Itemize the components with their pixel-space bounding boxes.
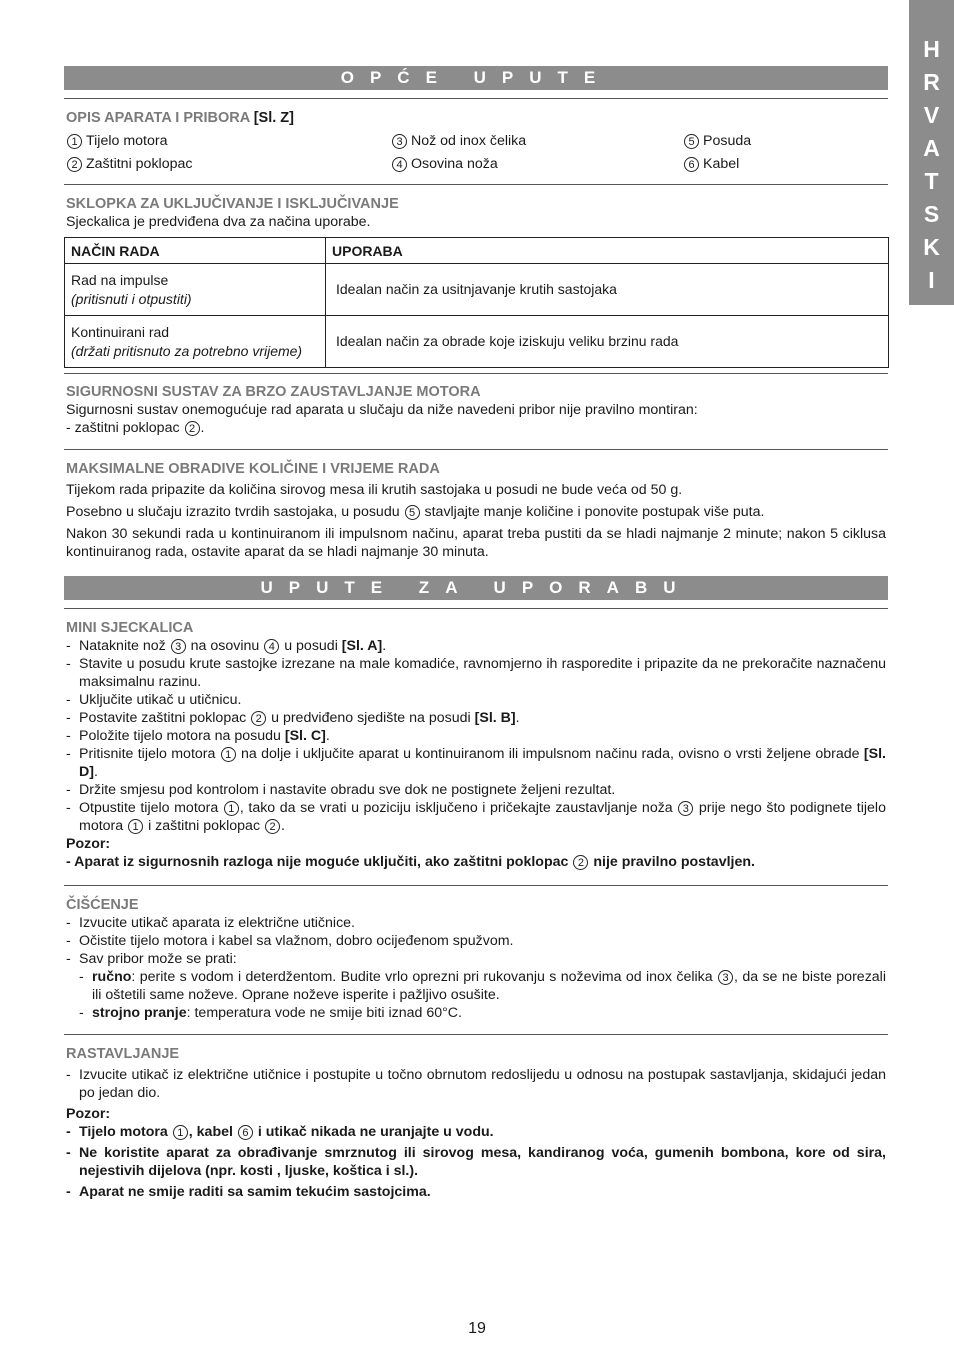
warning-label: Pozor: — [66, 836, 111, 852]
part-item: 4 Osovina noža — [391, 155, 683, 173]
table-cell: Rad na impulse (pritisnuti i otpustiti) — [65, 264, 326, 316]
section-text: Sigurnosni sustav onemogućuje rad aparata u slučaju da niže navedeni pribor nije pravilno montiran: — [66, 402, 698, 418]
figure-ref: [Sl. D] — [79, 746, 886, 780]
table-row — [65, 316, 889, 368]
list-item: - Izvucite utikač iz električne utičnice i postupite u točno obrnutom redoslijedu u odnosu na postupak sastavljanja, skidajući jedan po jedan dio. — [66, 1066, 886, 1102]
part-number: 1 — [173, 1125, 188, 1140]
section-cleaning — [64, 886, 888, 1034]
list-item: - Očistite tijelo motora i kabel sa vlažnom, dobro ocijeđenom spužvom. — [66, 932, 886, 950]
instruction-list — [66, 914, 886, 968]
section-text: Tijekom rada pripazite da količina sirovog mesa ili krutih sastojaka u posudi ne bude veća od 50 g. — [66, 482, 683, 498]
part-number: 2 — [251, 711, 266, 726]
list-item: - Sav pribor može se prati: — [66, 950, 886, 968]
part-number: 1 — [128, 819, 143, 834]
section-safety — [64, 374, 888, 449]
list-item: - Ne koristite aparat za obrađivanje smrznutog ili sirovog mesa, kandiranog voća, gumenih bombona, kore od sira, nejestivih dijelova (npr. kosti , ljuske, koštica i sl.). — [66, 1144, 886, 1180]
lang-letter: S — [923, 201, 940, 227]
section-title: MINI SJECKALICA — [66, 620, 194, 636]
list-item: - Otpustite tijelo motora 1 , tako da se vrati u poziciju isključeno i pričekajte zaustavljanje noža 3 prije nego što podignete tijelo motora 1 i zaštitni poklopac 2 . — [66, 799, 886, 835]
lang-letter: T — [924, 168, 939, 194]
list-item: - Držite smjesu pod kontrolom i nastavite obradu sve dok ne postignete željeni rezultat. — [66, 781, 886, 799]
lang-letter: I — [928, 267, 935, 293]
part-number: 2 — [185, 421, 200, 436]
section-text: Sjeckalica je predviđena dva za načina uporabe. — [66, 214, 371, 230]
section-mini-chopper — [64, 609, 888, 885]
list-item: - strojno pranje: temperatura vode ne smije biti iznad 60°C. — [79, 1004, 886, 1022]
part-number: 3 — [718, 970, 733, 985]
parts-list — [66, 132, 886, 173]
list-item: - Stavite u posudu krute sastojke izrezane na male komadiće, ravnomjerno ih rasporedite i pripazite da ne prekoračite naznačenu maksimalnu razinu. — [66, 655, 886, 691]
list-item: - ručno: perite s vodom i deterdžentom. Budite vrlo oprezni pri rukovanju s noževima od inox čelika 3 , da se ne biste porezali ili oštetili same noževe. Oprane noževe isperite i pažljivo osušite. — [79, 968, 886, 1004]
list-item: - Izvucite utikač aparata iz električne utičnice. — [66, 914, 886, 932]
section-switch — [64, 185, 888, 237]
section-max-quantities — [64, 450, 888, 576]
lang-letter: R — [923, 69, 940, 95]
section-description — [64, 99, 888, 184]
list-item: - Aparat ne smije raditi sa samim tekućim sastojcima. — [66, 1183, 886, 1201]
list-item: - Položite tijelo motora na posudu [Sl. C]. — [66, 727, 886, 745]
lang-letter: V — [923, 102, 940, 128]
table-header: UPORABA — [326, 238, 889, 264]
table-cell: Idealan način za usitnjavanje krutih sastojaka — [326, 264, 889, 316]
table-cell: Kontinuirani rad (držati pritisnuto za potrebno vrijeme) — [65, 316, 326, 368]
list-item: - Tijelo motora 1 , kabel 6 i utikač nikada ne uranjajte u vodu. — [66, 1123, 886, 1141]
section-title: RASTAVLJANJE — [66, 1046, 180, 1062]
warning-label: Pozor: — [66, 1106, 111, 1122]
part-number: 6 — [684, 157, 699, 172]
part-item: 2 Zaštitni poklopac — [66, 155, 391, 173]
part-number: 6 — [238, 1125, 253, 1140]
list-item: - Uključite utikač u utičnicu. — [66, 691, 886, 709]
list-item: - Postavite zaštitni poklopac 2 u predviđeno sjedište na posudi [Sl. B]. — [66, 709, 886, 727]
part-item: 3 Nož od inox čelika — [391, 132, 683, 150]
list-item: - Nataknite nož 3 na osovinu 4 u posudi [Sl. A]. — [66, 637, 886, 655]
general-banner: OPĆE UPUTE — [64, 66, 888, 90]
figure-ref: [Sl. B] — [474, 710, 516, 726]
page-number: 19 — [468, 1320, 486, 1337]
figure-ref: [Sl. A] — [341, 638, 383, 654]
section-title: MAKSIMALNE OBRADIVE KOLIČINE I VRIJEME RADA — [66, 461, 440, 477]
list-item: - Pritisnite tijelo motora 1 na dolje i uključite aparat u kontinuiranom ili impulsnom načinu rada, ovisno o vrsti željene obrade [Sl. D]. — [66, 745, 886, 781]
modes-table — [64, 237, 889, 368]
part-number: 1 — [67, 134, 82, 149]
part-number: 2 — [265, 819, 280, 834]
part-number: 1 — [221, 747, 236, 762]
sub-instruction-list — [66, 968, 886, 1022]
section-title: ČIŠĆENJE — [66, 897, 139, 913]
part-number: 2 — [67, 157, 82, 172]
part-number: 3 — [678, 801, 693, 816]
figure-ref: [Sl. C] — [284, 728, 326, 744]
lang-letter: A — [923, 135, 940, 161]
part-number: 3 — [392, 134, 407, 149]
section-text: Nakon 30 sekundi rada u kontinuiranom ili impulsnom načinu, aparat treba pustiti da se hladi najmanje 2 minute; nakon 5 ciklusa kontinuiranog rada, ostavite aparat da se hladi najmanje 30 minuta. — [66, 526, 886, 560]
part-number: 4 — [392, 157, 407, 172]
table-header: NAČIN RADA — [65, 238, 326, 264]
page-content — [64, 66, 888, 1201]
part-number: 3 — [171, 639, 186, 654]
part-number: 2 — [573, 855, 588, 870]
table-row — [65, 264, 889, 316]
section-title: SKLOPKA ZA UKLJUČIVANJE I ISKLJUČIVANJE — [66, 196, 399, 212]
language-side-tab — [909, 0, 954, 305]
part-number: 4 — [264, 639, 279, 654]
part-number: 1 — [224, 801, 239, 816]
section-text: Posebno u slučaju izrazito tvrdih sastojaka, u posudu 5 stavljajte manje količine i ponovite postupak više puta. — [66, 504, 765, 520]
table-header-row — [65, 238, 889, 264]
part-item: 5 Posuda — [683, 132, 888, 150]
lang-letter: H — [923, 36, 940, 62]
instruction-list — [66, 637, 886, 835]
figure-ref: [Sl. Z] — [253, 110, 294, 126]
instruction-list — [66, 1066, 886, 1102]
lang-letter: K — [923, 234, 940, 260]
section-title: SIGURNOSNI SUSTAV ZA BRZO ZAUSTAVLJANJE MOTORA — [66, 384, 481, 400]
section-title: OPIS APARATA I PRIBORA [Sl. Z] — [66, 110, 294, 126]
safety-item: - zaštitni poklopac 2 . — [66, 420, 205, 436]
usage-banner: UPUTE ZA UPORABU — [64, 576, 888, 600]
part-number: 5 — [405, 505, 420, 520]
section-disassembly — [64, 1035, 888, 1201]
part-item: 1 Tijelo motora — [66, 132, 391, 150]
part-number: 5 — [684, 134, 699, 149]
table-cell: Idealan način za obrade koje iziskuju veliku brzinu rada — [326, 316, 889, 368]
warning-text: - Aparat iz sigurnosnih razloga nije moguće uključiti, ako zaštitni poklopac 2 nije pravilno postavljen. — [66, 854, 755, 870]
part-item: 6 Kabel — [683, 155, 888, 173]
warning-list — [66, 1123, 886, 1201]
